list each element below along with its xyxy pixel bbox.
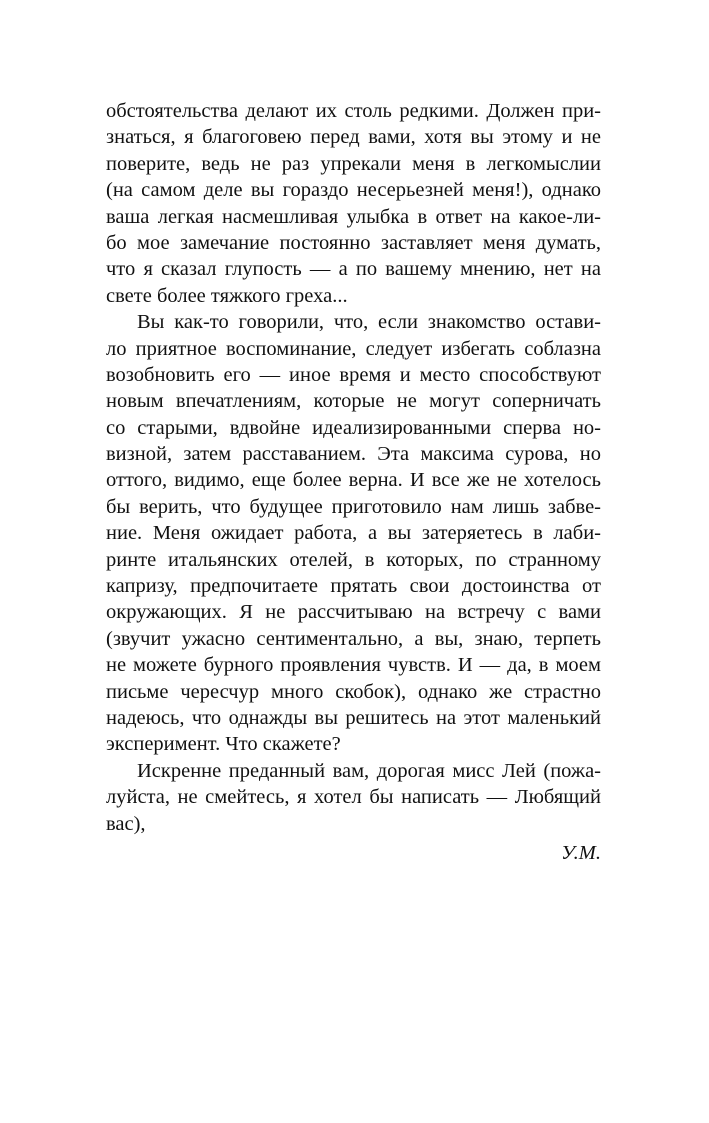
text-line: обстоятельства делают их столь редкими. Должен при- xyxy=(106,100,601,122)
text-line: бы верить, что будущее приготовило нам лишь забве- xyxy=(106,495,601,518)
paragraph-3 xyxy=(106,758,601,837)
text-line: письме чересчур много скобок), однако же страстно xyxy=(106,680,601,703)
text-line: со старыми, вдвойне идеализированными сперва но- xyxy=(106,416,601,439)
text-line: не можете бурного проявления чувств. И — да, в моем xyxy=(106,654,601,677)
text-line: поверите, ведь не раз упрекали меня в легкомыслии xyxy=(106,152,601,175)
text-line: ло приятное воспоминание, следует избегать соблазна xyxy=(106,337,601,360)
text-line: эксперимент. Что скажете? xyxy=(106,733,341,756)
letter-text xyxy=(106,98,601,866)
text-line: надеюсь, что однажды вы решитесь на этот маленький xyxy=(106,706,601,729)
text-line: знаться, я благоговею перед вами, хотя вы этому и не xyxy=(106,126,601,149)
paragraph-2 xyxy=(106,309,601,758)
text-line: свете более тяжкого греха... xyxy=(106,284,348,307)
text-line: Искренне преданный вам, дорогая мисс Лей (пожа- xyxy=(137,759,601,782)
text-line: что я сказал глупость — а по вашему мнению, нет на xyxy=(106,258,601,281)
text-line: капризу, предпочитаете прятать свои достоинства от xyxy=(106,575,601,598)
text-line: новым впечатлениям, которые не могут соперничать xyxy=(106,390,601,413)
text-line: Вы как-то говорили, что, если знакомство остави- xyxy=(137,311,601,334)
text-line: ваша легкая насмешливая улыбка в ответ на какое-ли- xyxy=(106,205,601,228)
text-line: (на самом деле вы гораздо несерьезней меня!), однако xyxy=(106,179,601,202)
text-line: ринте итальянских отелей, в которых, по странному xyxy=(106,548,601,571)
text-line: ние. Меня ожидает работа, а вы затеряетесь в лаби- xyxy=(106,522,601,545)
text-line: бо мое замечание постоянно заставляет меня думать, xyxy=(106,231,601,254)
text-line: оттого, видимо, еще более верна. И все же не хотелось xyxy=(106,469,601,492)
signature: У.М. xyxy=(561,841,601,864)
text-line: луйста, не смейтесь, я хотел бы написать — Любящий xyxy=(106,786,601,809)
text-line: вас), xyxy=(106,812,146,835)
text-line: визной, затем расставанием. Эта максима сурова, но xyxy=(106,443,601,466)
text-line: окружающих. Я не рассчитываю на встречу с вами xyxy=(106,601,601,624)
text-line: (звучит ужасно сентиментально, а вы, знаю, терпеть xyxy=(106,627,601,650)
paragraph-1 xyxy=(106,98,601,309)
text-line: возобновить его — иное время и место способствуют xyxy=(106,363,601,386)
